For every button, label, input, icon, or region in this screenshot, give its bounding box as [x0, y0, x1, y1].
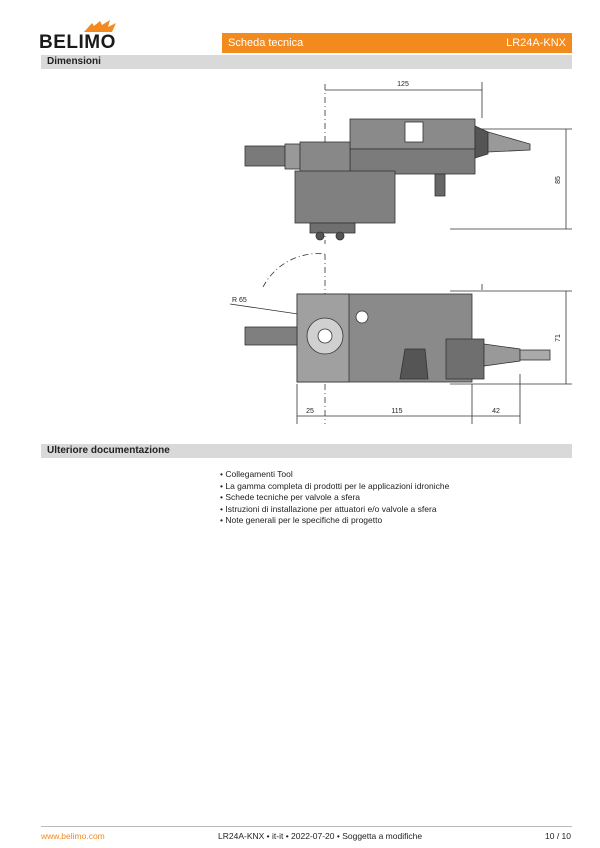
header-bar [222, 33, 572, 53]
list-item[interactable]: • La gamma completa di prodotti per le applicazioni idroniche [220, 481, 449, 493]
radius-label: R 65 [232, 297, 247, 304]
footer-website-link[interactable]: www.belimo.com [41, 831, 105, 841]
dim-71-label: 71 [555, 334, 562, 342]
logo-flame-icon [82, 20, 122, 34]
dim-85-label: 85 [555, 176, 562, 184]
list-item[interactable]: • Schede tecniche per valvole a sfera [220, 492, 449, 504]
section-dimensions-title: Dimensioni [47, 56, 101, 67]
list-item[interactable]: • Note generali per le specifiche di progetto [220, 515, 449, 527]
dim-42-label: 42 [492, 408, 500, 415]
header-title: Scheda tecnica [228, 37, 304, 49]
list-item[interactable]: • Istruzioni di installazione per attuatori e/o valvole a sfera [220, 504, 449, 516]
dim-115-label: 115 [391, 408, 403, 415]
list-item[interactable]: • Collegamenti Tool [220, 469, 449, 481]
dim-25-label: 25 [306, 408, 314, 415]
footer-meta: LR24A-KNX • it-it • 2022-07-20 • Soggetta a modifiche [218, 831, 423, 841]
logo-text: BELIMO [39, 32, 116, 53]
section-further-docs-title: Ulteriore documentazione [47, 445, 170, 456]
header-product: LR24A-KNX [506, 37, 566, 49]
documentation-list [220, 469, 449, 527]
belimo-logo [39, 26, 119, 52]
footer-divider [41, 826, 572, 827]
section-further-docs [41, 444, 572, 458]
dim-125-label: 125 [397, 81, 409, 88]
footer-page-number: 10 / 10 [545, 831, 571, 841]
section-dimensions [41, 55, 572, 69]
dimension-drawing [200, 74, 580, 434]
